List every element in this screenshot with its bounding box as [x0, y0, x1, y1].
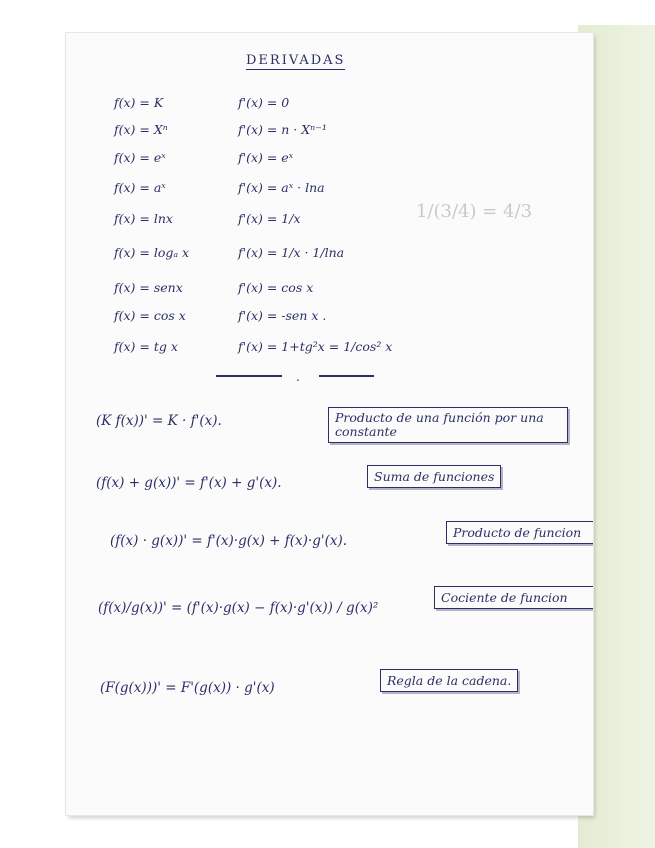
- rule-formula: (K f(x))' = K · f'(x).: [96, 413, 222, 429]
- separator-line: [319, 375, 374, 377]
- separator-line: [216, 375, 282, 377]
- rule-label-box: Producto de una función por una constante: [328, 407, 568, 443]
- rule-label-box: Cociente de funcion: [434, 586, 593, 609]
- derivative-row: f'(x) = 1/x: [238, 211, 301, 226]
- derivative-row: f'(x) = 1+tg²x = 1/cos² x: [238, 339, 393, 354]
- rule-formula: (F(g(x)))' = F'(g(x)) · g'(x): [100, 680, 275, 696]
- function-row: f(x) = senx: [114, 280, 183, 295]
- derivative-row: f'(x) = eˣ: [238, 150, 294, 165]
- derivative-row: f'(x) = cos x: [238, 280, 314, 295]
- derivative-row: f'(x) = -sen x .: [238, 308, 327, 323]
- function-row: f(x) = eˣ: [114, 150, 166, 165]
- function-row: f(x) = logₐ x: [114, 245, 190, 260]
- function-row: f(x) = K: [114, 95, 164, 110]
- rule-label-box: Suma de funciones: [367, 465, 501, 488]
- page-title: DERIVADAS: [246, 53, 346, 68]
- rule-formula: (f(x) + g(x))' = f'(x) + g'(x).: [96, 475, 282, 491]
- rule-formula: (f(x) · g(x))' = f'(x)·g(x) + f(x)·g'(x).: [110, 533, 348, 549]
- function-row: f(x) = cos x: [114, 308, 186, 323]
- function-row: f(x) = lnx: [114, 211, 173, 226]
- function-row: f(x) = tg x: [114, 339, 178, 354]
- function-row: f(x) = Xⁿ: [114, 122, 168, 137]
- derivative-row: f'(x) = 1/x · 1/lna: [238, 245, 345, 260]
- derivative-row: f'(x) = n · Xⁿ⁻¹: [238, 122, 327, 137]
- function-row: f(x) = aˣ: [114, 180, 166, 195]
- derivative-row: f'(x) = aˣ · lna: [238, 180, 325, 195]
- separator-dot: .: [296, 370, 300, 384]
- notebook-page: [66, 33, 593, 815]
- rule-label-box: Producto de funcion: [446, 521, 593, 544]
- side-note: 1/(3/4) = 4/3: [416, 201, 533, 222]
- derivative-row: f'(x) = 0: [238, 95, 290, 110]
- rule-label-box: Regla de la cadena.: [380, 669, 518, 692]
- rule-formula: (f(x)/g(x))' = (f'(x)·g(x) − f(x)·g'(x)) / g(x)²: [98, 600, 379, 616]
